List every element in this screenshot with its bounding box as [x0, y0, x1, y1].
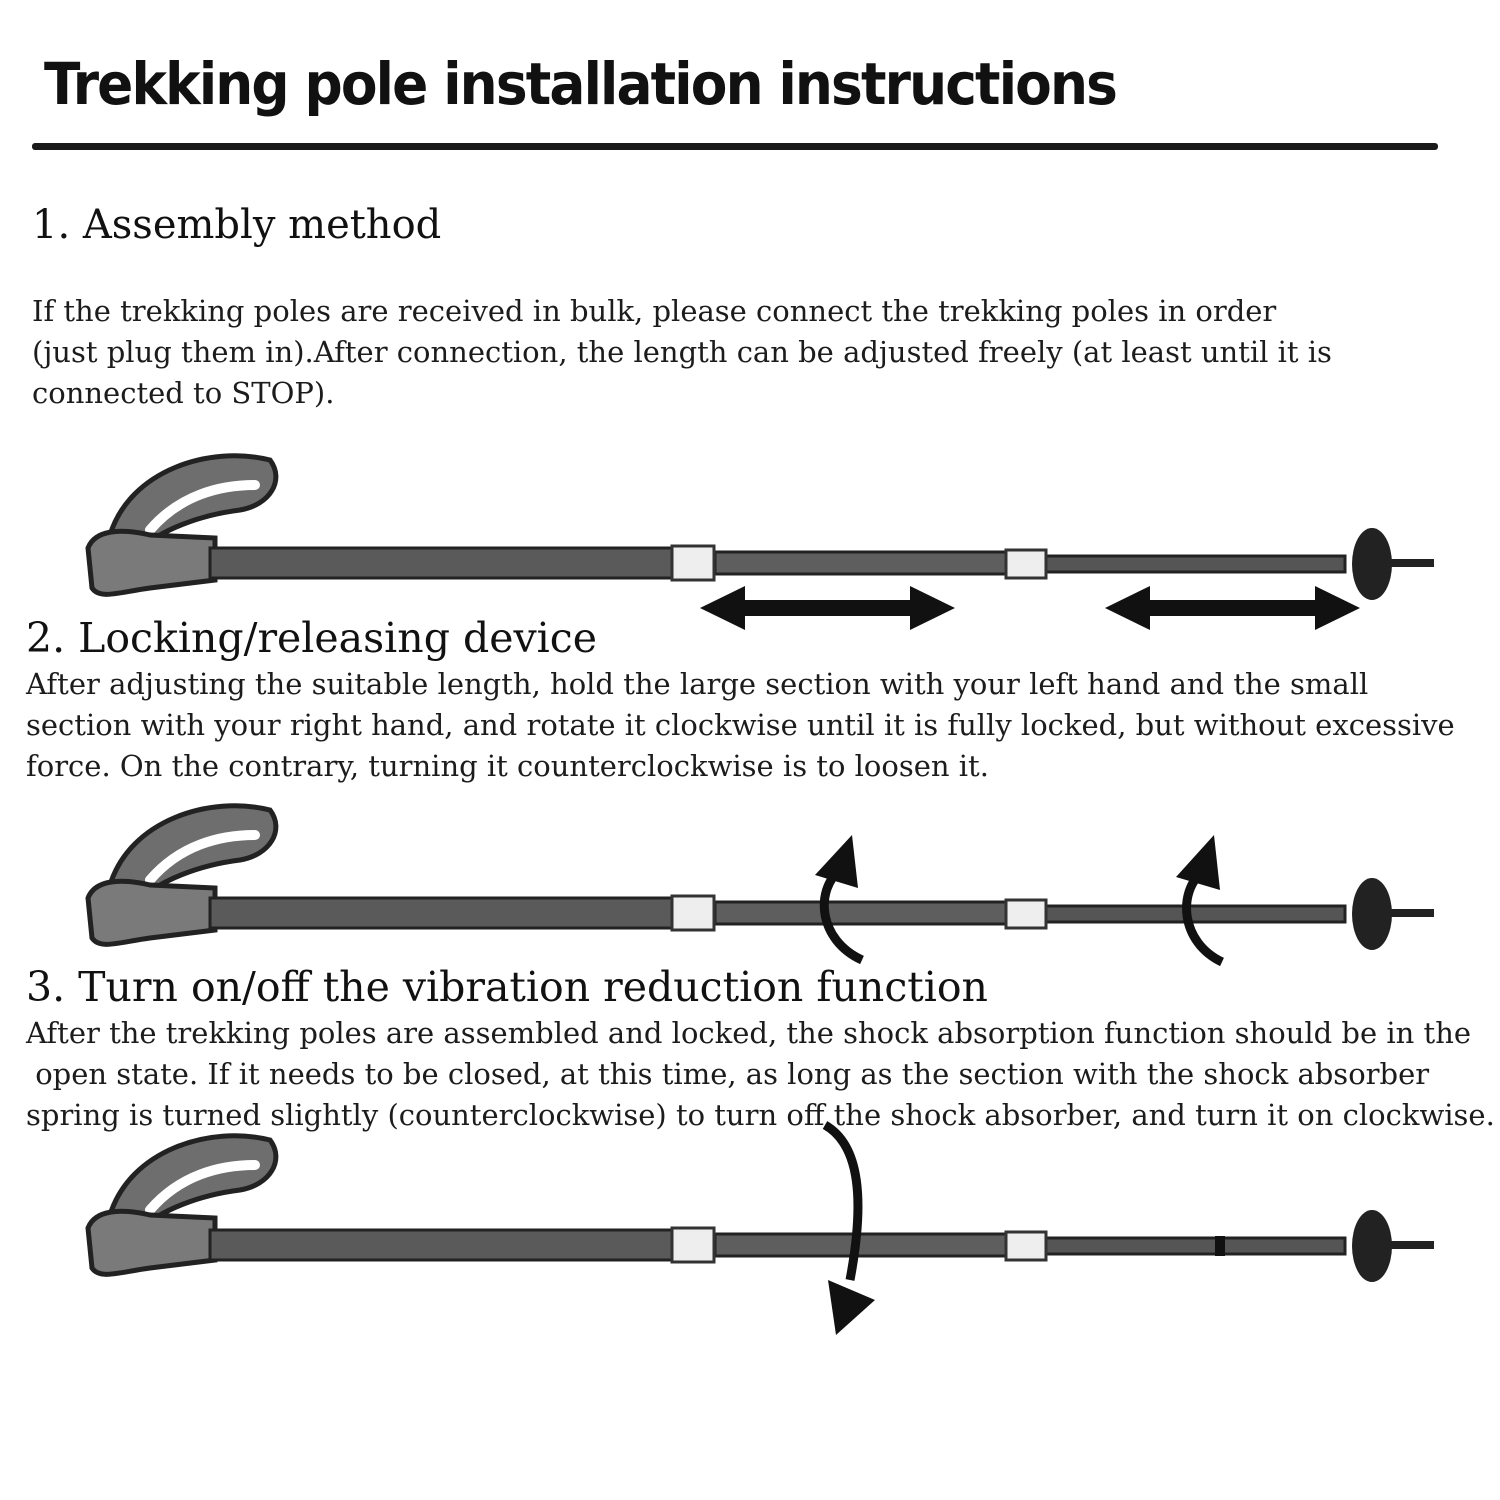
title-divider — [32, 143, 1438, 150]
text-line: section with your right hand, and rotate it clockwise until it is fully locked, but without excessive — [26, 708, 1455, 742]
double-arrow-icon — [700, 586, 955, 630]
rotate-up-arrow-icon — [815, 835, 862, 960]
page-title: Trekking pole installation instructions — [44, 50, 1117, 118]
text-line: spring is turned slightly (counterclockwise) to turn off the shock absorber, and turn it on clockwise. — [26, 1098, 1495, 1132]
text-line: If the trekking poles are received in bulk, please connect the trekking poles in order — [32, 294, 1277, 328]
double-arrow-icon — [1105, 586, 1360, 630]
trekking-pole-graphic — [88, 1136, 1434, 1282]
text-line: force. On the contrary, turning it counterclockwise is to loosen it. — [26, 749, 989, 783]
pole-illustration-shock-absorber — [0, 1120, 1500, 1360]
text-line: (just plug them in).After connection, the length can be adjusted freely (at least until it is — [32, 335, 1332, 369]
text-line: connected to STOP). — [32, 376, 335, 410]
rotate-up-arrow-icon — [1176, 835, 1222, 962]
section-heading-assembly: 1. Assembly method — [32, 202, 442, 248]
trekking-pole-graphic — [88, 806, 1434, 950]
section-text-vibration — [26, 1013, 1495, 1136]
section-text-locking — [26, 664, 1455, 787]
text-line: open state. If it needs to be closed, at this time, as long as the section with the shock absorber — [26, 1057, 1430, 1091]
trekking-pole-graphic — [88, 456, 1434, 600]
text-line: After the trekking poles are assembled and locked, the shock absorption function should be in the — [26, 1016, 1472, 1050]
section-heading-locking: 2. Locking/releasing device — [26, 614, 597, 662]
section-text-assembly — [32, 291, 1332, 414]
text-line: After adjusting the suitable length, hold the large section with your left hand and the small — [26, 667, 1369, 701]
section-heading-vibration: 3. Turn on/off the vibration reduction function — [26, 963, 988, 1011]
rotate-down-arrow-icon — [825, 1125, 875, 1335]
